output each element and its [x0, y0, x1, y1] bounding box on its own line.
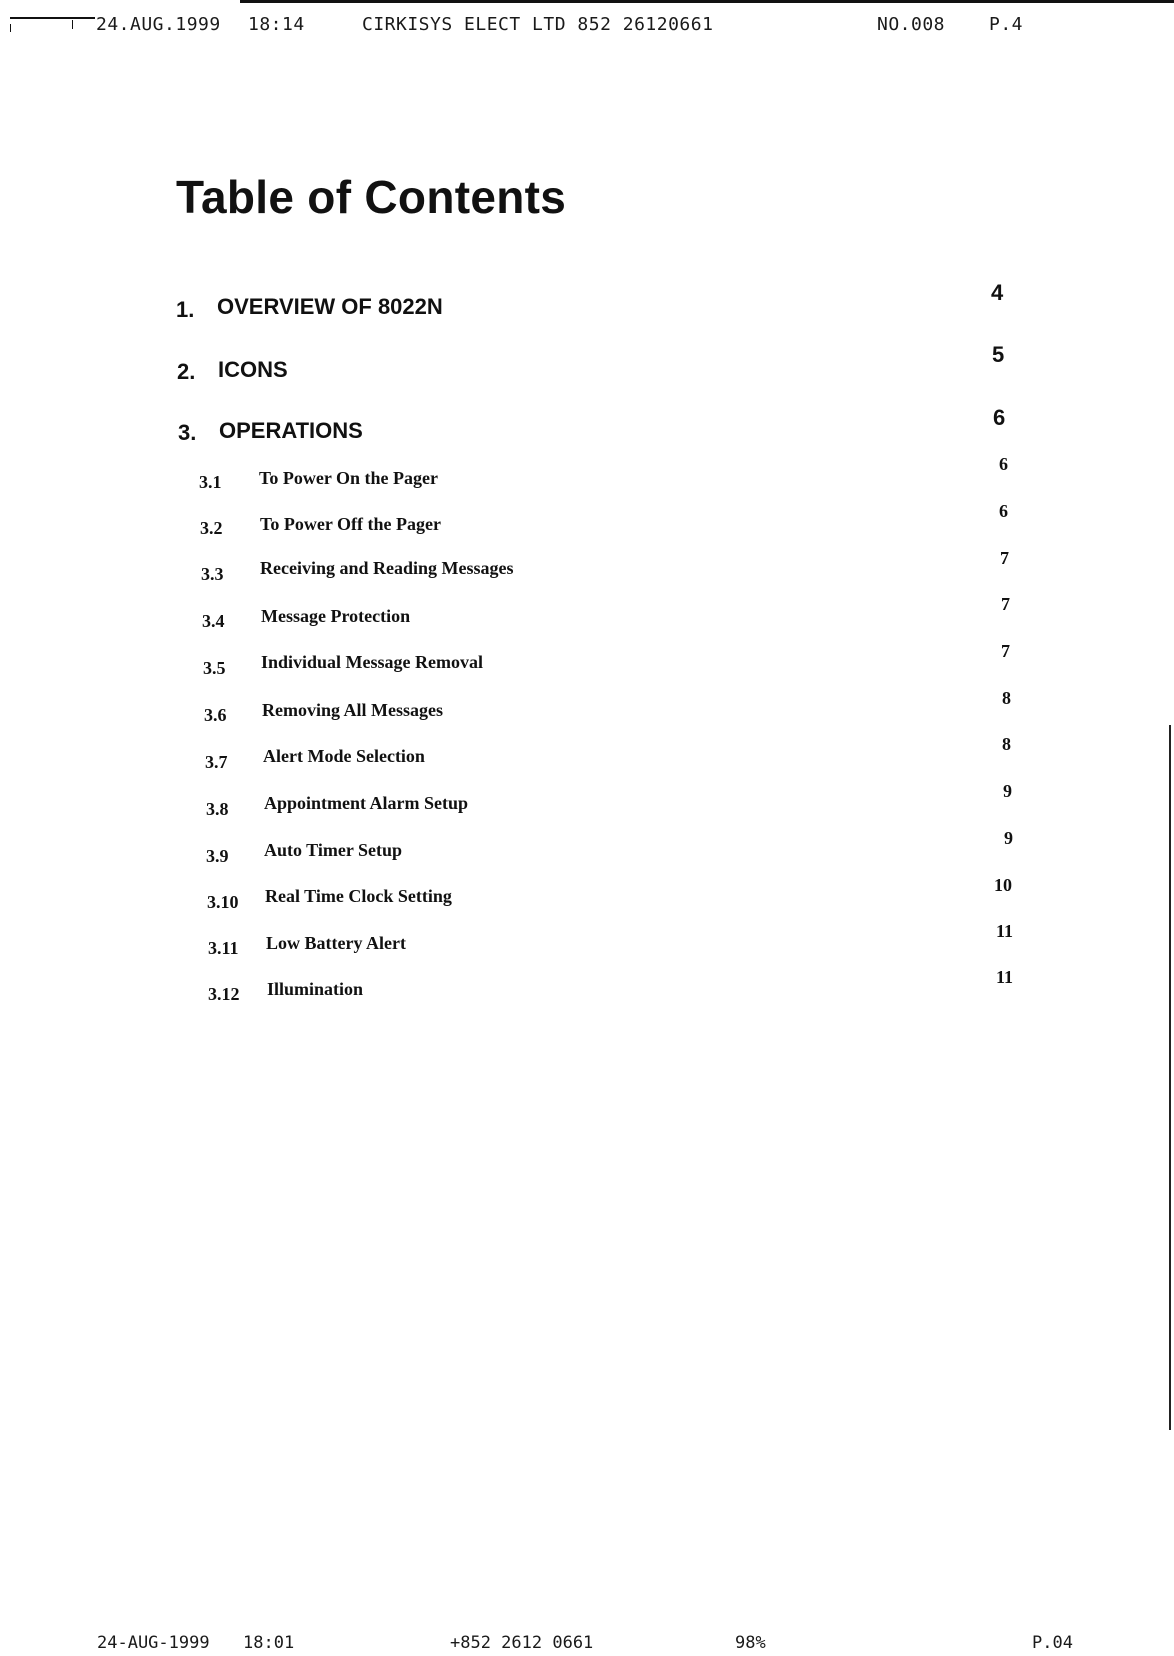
- toc-entry-label: To Power Off the Pager: [260, 514, 441, 534]
- fax-header-page: P.4: [989, 14, 1024, 35]
- fax-footer-phone: +852 2612 0661: [450, 1633, 594, 1653]
- toc-entry-number: 3.6: [204, 705, 227, 725]
- fax-header-time: 18:14: [248, 14, 305, 35]
- toc-entry-label: Auto Timer Setup: [264, 840, 403, 860]
- fax-header-date: 24.AUG.1999: [96, 14, 221, 35]
- toc-entry-label: Message Protection: [261, 606, 411, 626]
- fax-footer-time: 18:01: [243, 1633, 295, 1653]
- toc-entry-number: 1.: [176, 297, 195, 322]
- toc-entry-number: 2.: [177, 359, 196, 384]
- toc-entry-page: 9: [1003, 781, 1012, 801]
- fax-footer-date: 24-AUG-1999: [97, 1633, 210, 1653]
- toc-entry-number: 3.10: [207, 892, 239, 912]
- top-rule: [240, 0, 1174, 3]
- fax-footer: [0, 1633, 1174, 1655]
- toc-entry-number: 3.5: [203, 658, 226, 678]
- fax-header: [0, 14, 1174, 38]
- toc-entry-page: 10: [994, 875, 1012, 895]
- toc-entry-page: 5: [992, 342, 1005, 367]
- toc-entry-number: 3.4: [202, 611, 225, 631]
- toc-entry-label: ICONS: [218, 357, 288, 382]
- toc-entry-label: OVERVIEW OF 8022N: [217, 294, 443, 319]
- toc-entry-page: 6: [999, 501, 1008, 521]
- toc-entry-number: 3.8: [206, 799, 229, 819]
- toc-entry-page: 6: [993, 405, 1006, 430]
- toc-entry-label: OPERATIONS: [219, 418, 363, 443]
- toc-entry-label: Removing All Messages: [262, 700, 443, 720]
- toc-entry-page: 11: [996, 967, 1014, 987]
- toc-entry-page: 6: [999, 454, 1008, 474]
- toc-entry-number: 3.3: [201, 564, 224, 584]
- toc-entry-number: 3.: [178, 420, 197, 445]
- toc-entry-label: Receiving and Reading Messages: [260, 558, 514, 578]
- fax-header-sender: CIRKISYS ELECT LTD 852 26120661: [362, 14, 714, 35]
- fax-header-number: NO.008: [877, 14, 946, 35]
- page-title: Table of Contents: [176, 171, 567, 223]
- toc-entry-label: Low Battery Alert: [266, 933, 406, 953]
- toc-entry-label: Illumination: [267, 979, 364, 999]
- fax-footer-quality: 98%: [735, 1633, 766, 1653]
- toc-entry-number: 3.2: [200, 518, 223, 538]
- toc-entry-page: 7: [1000, 548, 1009, 568]
- fax-footer-page: P.04: [1032, 1633, 1073, 1653]
- toc-entry-label: Alert Mode Selection: [263, 746, 425, 766]
- toc-entry-page: 9: [1004, 828, 1013, 848]
- toc-entry-page: 8: [1002, 688, 1011, 708]
- toc-entry-label: Appointment Alarm Setup: [264, 793, 469, 813]
- toc-entry-number: 3.12: [208, 984, 240, 1004]
- toc-entry-label: Real Time Clock Setting: [265, 886, 452, 906]
- toc-entry-page: 4: [991, 280, 1004, 305]
- toc-entry-page: 8: [1002, 734, 1011, 754]
- toc-entry-page: 7: [1001, 594, 1010, 614]
- toc-entry-page: 11: [996, 921, 1014, 941]
- toc-entry-label: Individual Message Removal: [261, 652, 484, 672]
- toc-entry-label: To Power On the Pager: [259, 468, 438, 488]
- toc-entry-page: 7: [1001, 641, 1010, 661]
- toc-entry-number: 3.7: [205, 752, 228, 772]
- toc-entry-number: 3.11: [208, 938, 239, 958]
- scan-edge-line: [1169, 725, 1171, 1430]
- toc-entry-number: 3.9: [206, 846, 229, 866]
- toc-entry-number: 3.1: [199, 472, 222, 492]
